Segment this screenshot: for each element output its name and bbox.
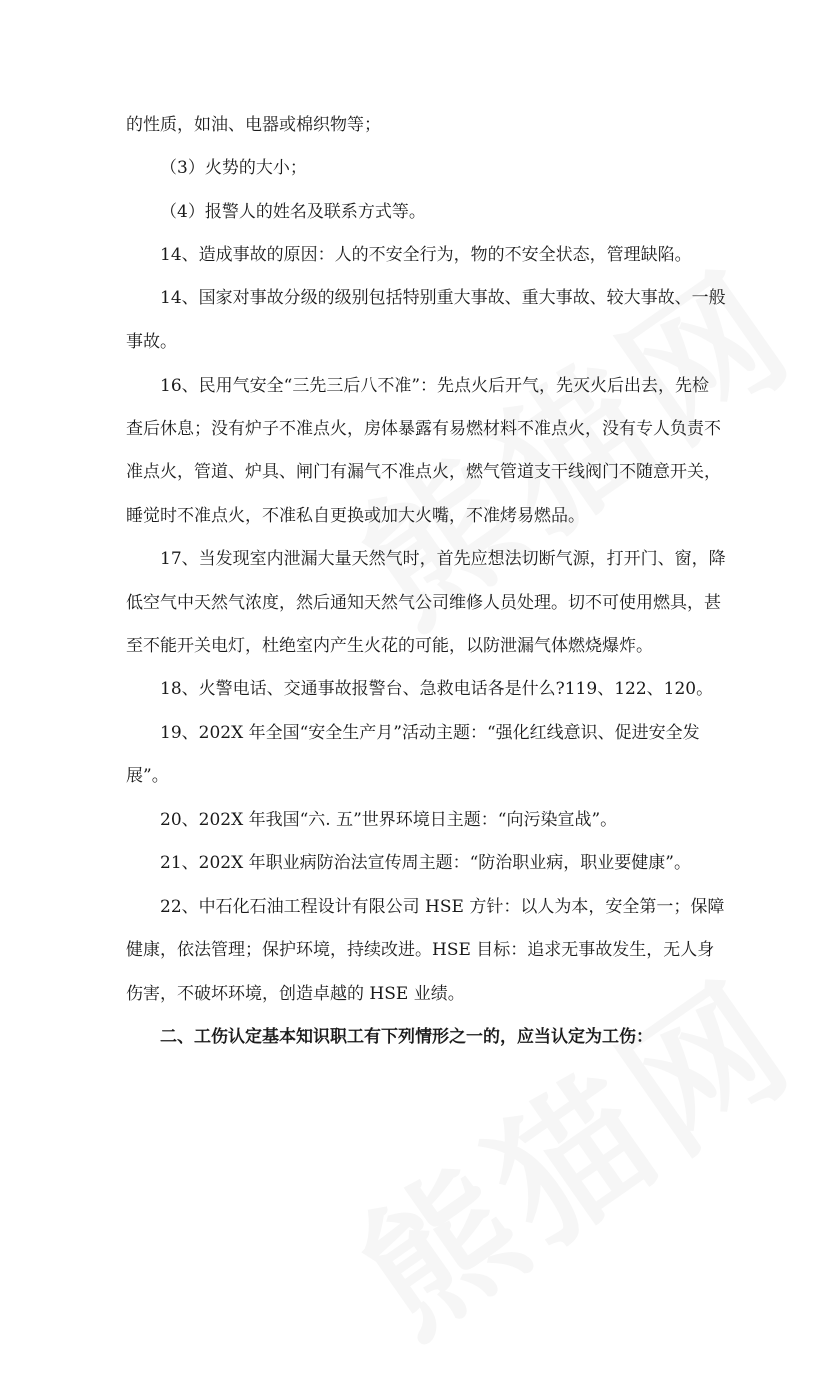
- paragraph-line: 14、国家对事故分级的级别包括特别重大事故、重大事故、较大事故、一般: [160, 288, 726, 308]
- paragraph-line: 至不能开关电灯，杜绝室内产生火花的可能，以防泄漏气体燃烧爆炸。: [126, 636, 653, 656]
- paragraph-line: 低空气中天然气浓度，然后通知天然气公司维修人员处理。切不可使用燃具，甚: [126, 593, 721, 613]
- paragraph-line: 伤害，不破坏环境，创造卓越的 HSE 业绩。: [126, 984, 465, 1004]
- paragraph-line: （4）报警人的姓名及联系方式等。: [160, 202, 426, 222]
- paragraph-line: 21、202X 年职业病防治法宣传周主题：“防治职业病，职业要健康”。: [160, 853, 691, 873]
- paragraph-line: 19、202X 年全国“安全生产月”活动主题：“强化红线意识、促进安全发: [160, 723, 700, 743]
- paragraph-line: 17、当发现室内泄漏大量天然气时，首先应想法切断气源，打开门、窗，降: [160, 549, 726, 569]
- paragraph-line: 健康，依法管理；保护环境，持续改进。HSE 目标：追求无事故发生，无人身: [126, 940, 715, 960]
- paragraph-line: 展”。: [126, 766, 169, 786]
- paragraph-line: 睡觉时不准点火，不准私自更换或加大火嘴，不准烤易燃品。: [126, 506, 585, 526]
- paragraph-line: 22、中石化石油工程设计有限公司 HSE 方针：以人为本，安全第一；保障: [160, 897, 725, 917]
- paragraph-line: 14、造成事故的原因：人的不安全行为，物的不安全状态，管理缺陷。: [160, 245, 692, 265]
- paragraph-line: 的性质，如油、电器或棉织物等；: [126, 115, 381, 135]
- section-heading: 二、工伤认定基本知识职工有下列情形之一的，应当认定为工伤：: [160, 1027, 653, 1047]
- paragraph-line: （3）火势的大小；: [160, 158, 307, 178]
- paragraph-line: 事故。: [126, 332, 177, 352]
- paragraph-line: 查后休息；没有炉子不准点火，房体暴露有易燃材料不准点火，没有专人负责不: [126, 419, 721, 439]
- paragraph-line: 16、民用气安全“三先三后八不准”：先点火后开气，先灭火后出去，先检: [160, 376, 710, 396]
- paragraph-line: 18、火警电话、交通事故报警台、急救电话各是什么?119、122、120。: [160, 679, 714, 699]
- paragraph-line: 20、202X 年我国“六. 五”世界环境日主题：“向污染宣战”。: [160, 810, 618, 830]
- paragraph-line: 准点火，管道、炉具、闸门有漏气不准点火，燃气管道支干线阀门不随意开关，: [126, 462, 721, 482]
